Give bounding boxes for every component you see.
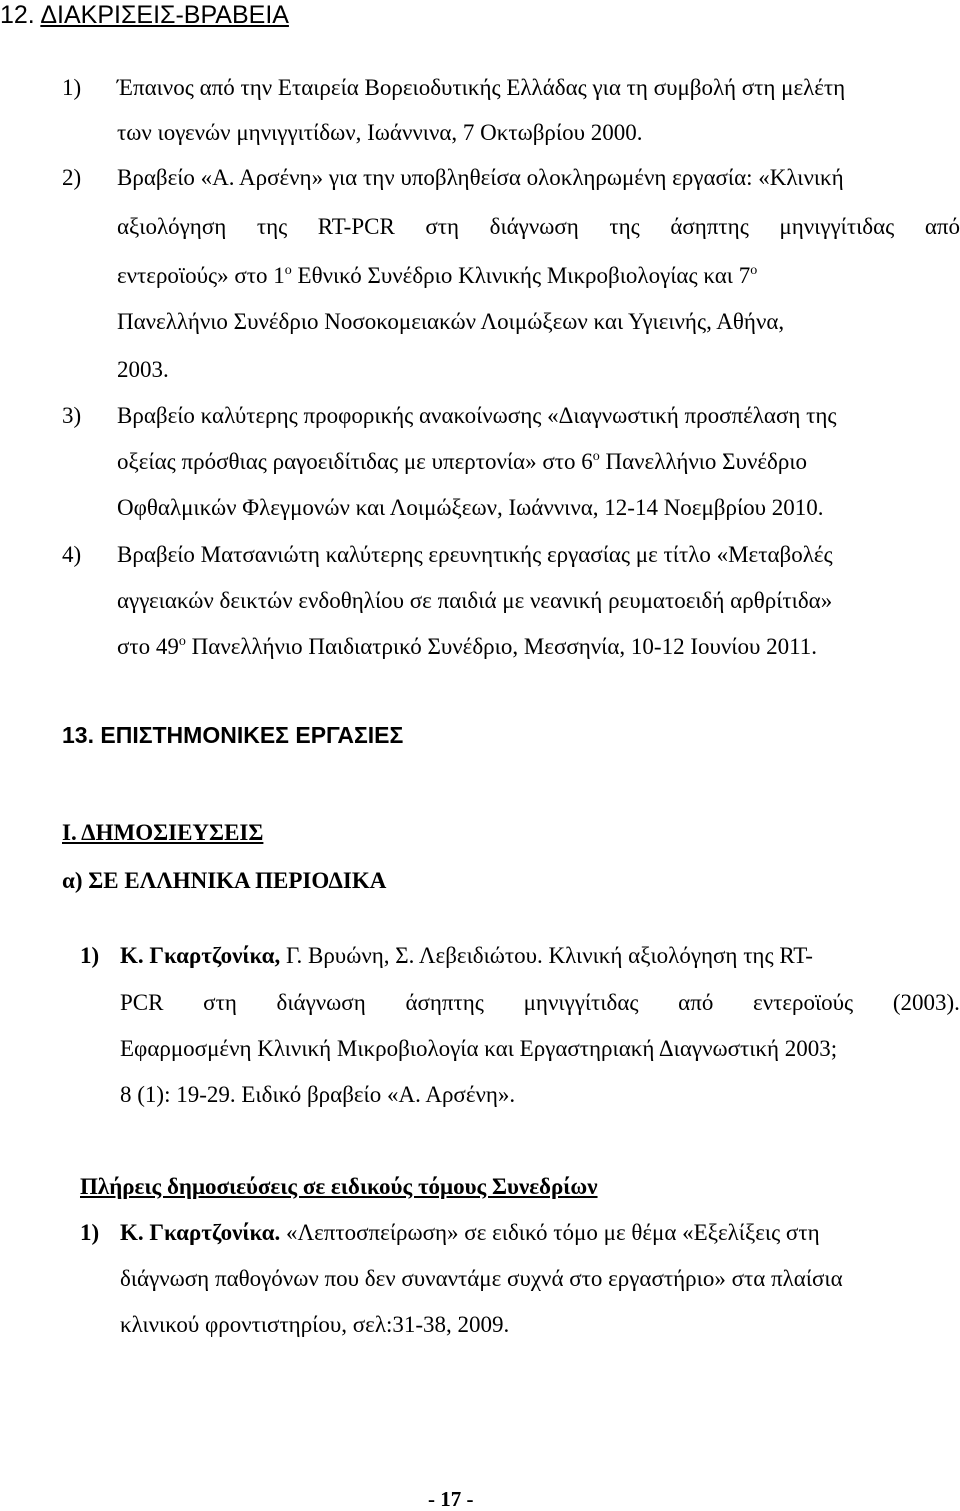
- word: στη: [425, 214, 460, 239]
- award-3-line-2b: Πανελλήνιο Συνέδριο: [599, 449, 808, 474]
- word: RT-PCR: [317, 214, 395, 239]
- award-1-line-2: των ιογενών μηνιγγιτίδων, Ιωάννινα, 7 Οκτωβρίου 2000.: [117, 120, 643, 145]
- word: αξιολόγηση: [117, 214, 227, 239]
- pub-2-line-3: κλινικού φροντιστηρίου, σελ:31-38, 2009.: [120, 1312, 510, 1337]
- pub-2-author: Κ. Γκαρτζονίκα.: [120, 1220, 281, 1245]
- pub-1-number: 1): [80, 943, 100, 968]
- award-2-number: 2): [62, 165, 82, 190]
- pub-1-line-4: 8 (1): 19-29. Ειδικό βραβείο «Α. Αρσένη».: [120, 1082, 516, 1107]
- superscript-o: ο: [592, 449, 600, 464]
- pub-1-line-3: Εφαρμοσμένη Κλινική Μικροβιολογία και Εργαστηριακή Διαγνωστική 2003;: [120, 1036, 838, 1061]
- word: εντεροϊούς: [753, 990, 854, 1015]
- word: άσηπτης: [405, 990, 484, 1015]
- pub-1-line-1-rest: Γ. Βρυώνη, Σ. Λεβειδιώτου. Κλινική αξιολόγηση της RT-: [280, 943, 813, 968]
- section-13-heading: 13. ΕΠΙΣΤΗΜΟΝΙΚΕΣ ΕΡΓΑΣΙΕΣ: [62, 722, 404, 748]
- award-1-number: 1): [62, 75, 82, 100]
- section-title: ΔΙΑΚΡΙΣΕΙΣ-ΒΡΑΒΕΙΑ: [40, 1, 289, 29]
- award-4-number: 4): [62, 542, 82, 567]
- award-3-line-2a: οξείας πρόσθιας ραγοειδίτιδας με υπερτονία» στο 6: [117, 449, 593, 474]
- word: από: [924, 214, 960, 239]
- pub-2-line-2: διάγνωση παθογόνων που δεν συναντάμε συχνά στο εργαστήριο» στα πλαίσια: [120, 1266, 843, 1291]
- word: διάγνωση: [276, 990, 366, 1015]
- superscript-o: ο: [178, 634, 186, 649]
- award-3-line-3: Οφθαλμικών Φλεγμονών και Λοιμώξεων, Ιωάννινα, 12-14 Νοεμβρίου 2010.: [117, 495, 824, 520]
- award-2-line-2: [117, 212, 960, 242]
- word: (2003).: [892, 990, 960, 1015]
- word: στη: [203, 990, 237, 1015]
- section-12-heading: [0, 0, 289, 30]
- award-4-line-3a: στο 49: [117, 634, 179, 659]
- superscript-o: ο: [750, 263, 758, 278]
- award-4-line-3: [117, 632, 817, 662]
- award-3-line-2: [117, 447, 807, 477]
- pub-1-line-2: [120, 988, 960, 1018]
- page-number: - 17 -: [428, 1487, 474, 1511]
- award-2-line-3a: εντεροϊούς» στο 1: [117, 263, 285, 288]
- subsection-i-heading: Ι. ΔΗΜΟΣΙΕΥΣΕΙΣ: [62, 820, 264, 845]
- subsection-full-publications-heading: Πλήρεις δημοσιεύσεις σε ειδικούς τόμους Συνεδρίων: [80, 1174, 598, 1199]
- award-2-line-5: 2003.: [117, 357, 169, 382]
- award-2-line-4: Πανελλήνιο Συνέδριο Νοσοκομειακών Λοιμώξεων και Υγιεινής, Αθήνα,: [117, 309, 785, 334]
- award-1-line-1: Έπαινος από την Εταιρεία Βορειοδυτικής Ελλάδας για τη συμβολή στη μελέτη: [117, 75, 846, 100]
- subsection-a-heading: α) ΣΕ ΕΛΛΗΝΙΚΑ ΠΕΡΙΟΔΙΚΑ: [62, 868, 387, 893]
- word: άσηπτης: [670, 214, 749, 239]
- word: PCR: [120, 990, 164, 1015]
- word: της: [609, 214, 640, 239]
- word: της: [256, 214, 288, 239]
- pub-1-author: Κ. Γκαρτζονίκα,: [120, 943, 281, 968]
- word: μηνιγγίτιδας: [523, 990, 639, 1015]
- award-2-line-1: Βραβείο «Α. Αρσένη» για την υποβληθείσα ολοκληρωμένη εργασία: «Κλινική: [117, 165, 844, 190]
- superscript-o: ο: [284, 263, 292, 278]
- award-4-line-2: αγγειακών δεικτών ενδοθηλίου σε παιδιά με νεανική ρευματοειδή αρθρίτιδα»: [117, 588, 833, 613]
- pub-2-number: 1): [80, 1220, 100, 1245]
- award-2-line-3b: Εθνικό Συνέδριο Κλινικής Μικροβιολογίας και 7: [291, 263, 751, 288]
- award-4-line-1: Βραβείο Ματσανιώτη καλύτερης ερευνητικής εργασίας με τίτλο «Μεταβολές: [117, 542, 833, 567]
- section-number: 12.: [0, 1, 41, 29]
- word: από: [678, 990, 714, 1015]
- word: διάγνωση: [489, 214, 579, 239]
- award-3-number: 3): [62, 403, 82, 428]
- word: μηνιγγίτιδας: [779, 214, 895, 239]
- pub-2-line-1-rest: «Λεπτοσπείρωση» σε ειδικό τόμο με θέμα «Εξελίξεις στη: [280, 1220, 820, 1245]
- pub-1-line-1: [120, 941, 813, 971]
- pub-2-line-1: [120, 1218, 820, 1248]
- award-2-line-3: [117, 261, 757, 291]
- award-4-line-3b: Πανελλήνιο Παιδιατρικό Συνέδριο, Μεσσηνία, 10-12 Ιουνίου 2011.: [185, 634, 817, 659]
- award-3-line-1: Βραβείο καλύτερης προφορικής ανακοίνωσης «Διαγνωστική προσπέλαση της: [117, 403, 837, 428]
